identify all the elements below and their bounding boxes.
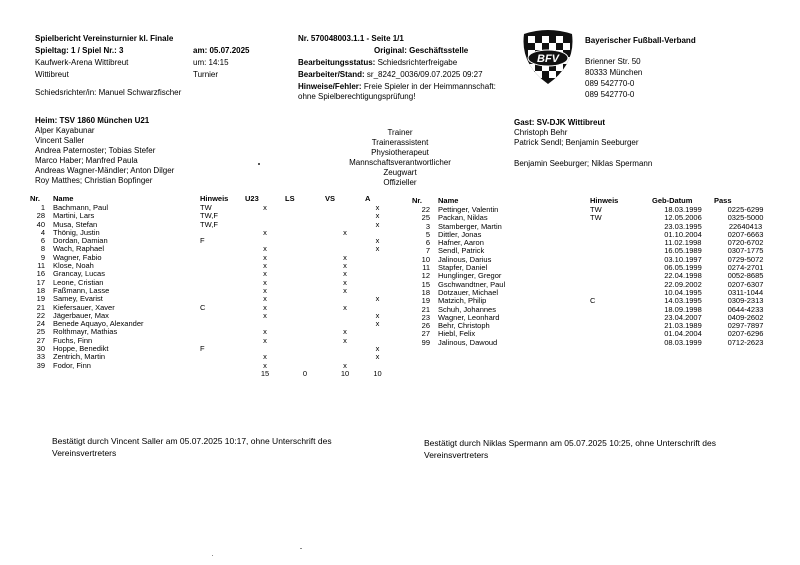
- col-hinweis: Hinweis: [590, 196, 619, 205]
- player-pass: 0720-6702: [727, 238, 764, 248]
- player-ls: [285, 328, 325, 336]
- scan-speck: [258, 163, 260, 165]
- player-number: 18: [421, 287, 430, 297]
- player-name: Sendl, Patrick: [438, 246, 485, 256]
- player-hinweis: [590, 223, 652, 231]
- player-birthdate: 23.04.2007: [664, 312, 702, 322]
- player-u23: x: [263, 227, 267, 237]
- player-vs: x: [343, 335, 347, 345]
- player-name: Wagner, Leonhard: [438, 312, 500, 322]
- col-hinweis: Hinweis: [200, 194, 229, 203]
- player-u23: x: [263, 294, 267, 304]
- player-u23: x: [263, 335, 267, 345]
- player-number: 40: [36, 219, 45, 229]
- player-u23: x: [263, 285, 267, 295]
- guest-player-row: [412, 339, 777, 347]
- player-ls: [285, 212, 325, 220]
- match-day: Spieltag: 1 / Spiel Nr.: 3: [35, 46, 124, 55]
- player-hinweis: [590, 322, 652, 330]
- total-ls: 0: [302, 368, 308, 378]
- player-name: Wach, Raphael: [53, 244, 104, 254]
- player-ls: [285, 237, 325, 245]
- player-vs: [325, 212, 365, 220]
- processing-status: [298, 58, 457, 67]
- player-vs: x: [343, 285, 347, 295]
- player-a: [365, 328, 390, 336]
- player-a: [365, 270, 390, 278]
- player-hinweis: [200, 312, 245, 320]
- col-name: Name: [438, 196, 459, 205]
- match-time: um: 14:15: [193, 58, 229, 67]
- guest-trainer: Christoph Behr: [514, 128, 568, 137]
- player-vs: x: [343, 252, 347, 262]
- player-name: Dordan, Damian: [53, 236, 108, 246]
- player-hinweis: TW,F: [200, 211, 218, 221]
- home-physio: Andrea Paternoster; Tobias Stefer: [35, 146, 156, 155]
- player-name: Jalinous, Dawoud: [438, 337, 498, 347]
- col-ls: LS: [285, 194, 295, 203]
- player-hinweis: [200, 320, 245, 328]
- player-birthdate: 14.03.1995: [664, 296, 702, 306]
- player-vs: x: [343, 227, 347, 237]
- player-name: Matzich, Philip: [438, 296, 487, 306]
- player-vs: [325, 345, 365, 353]
- player-name: Bachmann, Paul: [53, 203, 109, 212]
- player-name: Martini, Lars: [53, 211, 95, 221]
- player-a: x: [375, 203, 380, 212]
- federation-fax: 089 542770-0: [585, 90, 635, 99]
- player-number: 26: [421, 321, 430, 331]
- player-name: Behr, Christoph: [438, 321, 490, 331]
- player-vs: [325, 204, 365, 212]
- player-pass: 0712-2623: [727, 337, 764, 347]
- role-trainer: Trainer: [387, 128, 413, 137]
- player-birthdate: 03.10.1997: [664, 254, 702, 264]
- player-ls: [285, 312, 325, 320]
- player-number: 17: [36, 277, 45, 287]
- player-hinweis: [200, 279, 245, 287]
- player-hinweis: [590, 256, 652, 264]
- player-number: 5: [425, 229, 430, 239]
- guest-player-table: [412, 196, 777, 347]
- notes-value: Freie Spieler in der Heimmannschaft: ohne Spielberechtigungsprüfung!: [298, 82, 496, 101]
- player-birthdate: 16.05.1989: [664, 246, 702, 256]
- player-u23: x: [263, 244, 267, 254]
- player-vs: x: [343, 360, 347, 370]
- player-birthdate: 22.09.2002: [664, 279, 702, 289]
- player-pass: 22640413: [728, 221, 763, 231]
- player-hinweis: [200, 254, 245, 262]
- player-number: 15: [421, 279, 430, 289]
- editor-stamp: [298, 70, 483, 79]
- player-hinweis: [200, 328, 245, 336]
- player-hinweis: TW,F: [200, 219, 218, 229]
- player-pass: 0729-5072: [727, 254, 764, 264]
- player-hinweis: TW: [590, 205, 602, 214]
- player-hinweis: [590, 306, 652, 314]
- player-name: Gschwandtner, Paul: [438, 279, 506, 289]
- col-u23: U23: [245, 194, 259, 203]
- player-birthdate: 10.04.1995: [664, 287, 702, 297]
- player-hinweis: C: [200, 302, 206, 312]
- player-number: 22: [421, 205, 430, 214]
- player-a: x: [375, 244, 380, 254]
- guest-confirmation: Bestätigt durch Niklas Spermann am 05.07.2025 10:25, ohne Unterschrift des Vereinsvertreters: [424, 438, 717, 460]
- player-number: 27: [421, 329, 430, 339]
- player-name: Zentrich, Martin: [53, 352, 106, 362]
- player-name: Hiebl, Felix: [438, 329, 476, 339]
- player-name: Stapfer, Daniel: [438, 263, 488, 273]
- player-hinweis: [200, 362, 245, 370]
- player-vs: [325, 237, 365, 245]
- home-staff: [35, 126, 174, 186]
- player-pass: 0297-7897: [727, 321, 764, 331]
- guest-assistant: Patrick Sendl; Benjamin Seeburger: [514, 138, 639, 147]
- player-ls: [285, 304, 325, 312]
- player-u23: x: [263, 252, 267, 262]
- player-name: Hafner, Aaron: [438, 238, 484, 248]
- player-name: Klose, Noah: [53, 261, 94, 271]
- player-name: Jalinous, Darius: [438, 254, 492, 264]
- player-number: 24: [36, 319, 45, 329]
- home-totals-row: [30, 370, 390, 378]
- col-nr: Nr.: [30, 194, 41, 203]
- player-ls: [285, 221, 325, 229]
- player-vs: x: [343, 302, 347, 312]
- venue: Kaufwerk-Arena Wittibreut: [35, 58, 129, 67]
- player-number: 25: [421, 213, 430, 223]
- player-birthdate: 08.03.1999: [664, 337, 702, 347]
- player-number: 16: [36, 269, 45, 279]
- place: Wittibreut: [35, 70, 69, 79]
- player-ls: [285, 245, 325, 253]
- player-ls: [285, 320, 325, 328]
- player-name: Leone, Cristian: [53, 277, 104, 287]
- player-pass: 0311-1044: [727, 287, 764, 297]
- player-name: Fodor, Finn: [53, 360, 91, 370]
- player-number: 33: [36, 352, 45, 362]
- notes: [298, 82, 513, 102]
- player-number: 21: [36, 302, 45, 312]
- player-vs: x: [343, 327, 347, 337]
- player-u23: x: [263, 352, 267, 362]
- player-u23: x: [263, 203, 267, 212]
- player-number: 22: [36, 310, 45, 320]
- player-birthdate: 22.04.1998: [664, 271, 702, 281]
- player-u23: [245, 212, 285, 220]
- player-number: 4: [40, 227, 45, 237]
- player-number: 8: [40, 244, 45, 254]
- player-ls: [285, 353, 325, 361]
- home-managers: Marco Haber; Manfred Paula: [35, 156, 138, 165]
- player-name: Samey, Evarist: [53, 294, 103, 304]
- role-manager: Mannschaftsverantwortlicher: [349, 158, 451, 167]
- player-name: Thönig, Justin: [53, 227, 100, 237]
- player-number: 25: [36, 327, 45, 337]
- player-name: Dotzauer, Michael: [438, 287, 499, 297]
- notes-label: Hinweise/Fehler:: [298, 82, 362, 91]
- player-u23: x: [263, 302, 267, 312]
- guest-staff: [514, 128, 639, 148]
- player-hinweis: F: [200, 236, 205, 246]
- player-a: [365, 254, 390, 262]
- player-hinweis: [590, 314, 652, 322]
- report-title: Spielbericht Vereinsturnier kl. Finale: [35, 34, 174, 43]
- player-hinweis: [590, 330, 652, 338]
- player-name: Hoppe, Benedikt: [53, 344, 109, 354]
- bfv-shield-icon: [520, 28, 576, 86]
- home-player-table: [30, 194, 390, 378]
- player-hinweis: [590, 272, 652, 280]
- col-vs: VS: [325, 194, 336, 203]
- home-confirmation: Bestätigt durch Vincent Saller am 05.07.2025 10:17, ohne Unterschrift des Vereinsvertreters: [52, 436, 332, 458]
- player-a: x: [375, 236, 380, 246]
- total-a: 10: [373, 368, 382, 378]
- role-assistant: Trainerassistent: [371, 138, 429, 147]
- player-name: Dittler, Jonas: [438, 229, 482, 239]
- player-a: [365, 279, 390, 287]
- player-birthdate: 12.05.2006: [664, 213, 702, 223]
- player-hinweis: [200, 245, 245, 253]
- player-birthdate: 18.09.1998: [664, 304, 702, 314]
- player-hinweis: [200, 295, 245, 303]
- player-number: 23: [421, 312, 430, 322]
- player-u23: x: [263, 310, 267, 320]
- player-hinweis: [590, 339, 652, 347]
- player-number: 11: [422, 263, 430, 273]
- col-pass: Pass: [714, 196, 732, 205]
- home-zeugwart: Andreas Wagner-Mändler; Anton Dilger: [35, 166, 175, 175]
- player-name: Wagner, Fabio: [53, 252, 102, 262]
- guest-managers: Benjamin Seeburger; Niklas Spermann: [514, 159, 653, 168]
- player-vs: x: [343, 261, 347, 271]
- player-pass: 0307-1775: [727, 246, 764, 256]
- match-date: am: 05.07.2025: [193, 46, 250, 55]
- player-number: 27: [36, 335, 45, 345]
- player-a: x: [375, 294, 380, 304]
- status-label: Bearbeitungsstatus:: [298, 58, 376, 67]
- player-name: Faßmann, Lasse: [53, 285, 110, 295]
- editor-value: sr_8242_0036/09.07.2025 09:27: [366, 70, 483, 79]
- player-ls: [285, 337, 325, 345]
- player-pass: 0325-5000: [727, 213, 764, 223]
- player-number: 6: [40, 236, 45, 246]
- role-zeugwart: Zeugwart: [383, 168, 417, 177]
- player-ls: [285, 287, 325, 295]
- player-number: 9: [40, 252, 45, 262]
- scan-speck: [212, 555, 213, 556]
- player-hinweis: [590, 264, 652, 272]
- player-pass: 0274-2701: [727, 263, 764, 273]
- player-pass: 0225-6299: [727, 205, 764, 214]
- player-pass: 0207-6663: [727, 229, 764, 239]
- player-number: 19: [36, 294, 45, 304]
- player-number: 30: [36, 344, 45, 354]
- home-assistant: Vincent Saller: [35, 136, 85, 145]
- player-ls: [285, 229, 325, 237]
- editor-label: Bearbeiter/Stand:: [298, 70, 365, 79]
- player-hinweis: [590, 289, 652, 297]
- player-hinweis: [200, 353, 245, 361]
- player-vs: [325, 312, 365, 320]
- player-name: Kiefersauer, Xaver: [53, 302, 115, 312]
- player-number: 7: [425, 246, 430, 256]
- col-geb-datum: Geb-Datum: [652, 196, 693, 205]
- player-hinweis: [200, 287, 245, 295]
- player-number: 1: [40, 203, 45, 212]
- home-trainer: Alper Kayabunar: [35, 126, 95, 135]
- player-number: 10: [421, 254, 430, 264]
- player-name: Musa, Stefan: [53, 219, 98, 229]
- federation-street: Brienner Str. 50: [585, 57, 641, 66]
- player-a: [365, 262, 390, 270]
- player-birthdate: 06.05.1999: [664, 263, 702, 273]
- player-name: Pettinger, Valentin: [438, 205, 499, 214]
- role-physio: Physiotherapeut: [371, 148, 429, 157]
- federation-city: 80333 München: [585, 68, 643, 77]
- player-hinweis: [590, 281, 652, 289]
- player-name: Jägerbauer, Max: [53, 310, 109, 320]
- player-number: 3: [425, 221, 430, 231]
- player-pass: 0052-8685: [727, 271, 764, 281]
- player-birthdate: 21.03.1989: [664, 321, 702, 331]
- player-ls: [285, 254, 325, 262]
- player-hinweis: F: [200, 344, 205, 354]
- player-ls: [285, 279, 325, 287]
- home-player-row: [30, 362, 390, 370]
- player-birthdate: 01.10.2004: [664, 229, 702, 239]
- player-name: Fuchs, Finn: [53, 335, 93, 345]
- role-official: Offizieller: [383, 178, 417, 187]
- status-value: Schiedsrichterfreigabe: [377, 58, 458, 67]
- col-name: Name: [53, 194, 74, 203]
- player-name: Grancay, Lucas: [53, 269, 105, 279]
- scan-speck: [300, 548, 302, 549]
- player-u23: x: [263, 277, 267, 287]
- player-number: 12: [421, 271, 430, 281]
- player-hinweis: [200, 229, 245, 237]
- player-hinweis: TW: [590, 213, 602, 223]
- player-ls: [285, 270, 325, 278]
- home-team-name: Heim: TSV 1860 München U21: [35, 116, 150, 125]
- player-a: x: [375, 352, 380, 362]
- player-ls: [285, 204, 325, 212]
- col-nr: Nr.: [412, 196, 423, 205]
- player-hinweis: [590, 231, 652, 239]
- player-vs: x: [343, 269, 347, 279]
- player-number: 6: [425, 238, 430, 248]
- player-name: Packan, Niklas: [438, 213, 488, 223]
- player-a: x: [375, 219, 380, 229]
- federation-phone: 089 542770-0: [585, 79, 635, 88]
- player-u23: x: [263, 360, 267, 370]
- player-a: x: [375, 344, 380, 354]
- player-hinweis: [200, 270, 245, 278]
- player-birthdate: 01.04.2004: [664, 329, 702, 339]
- player-name: Stamberger, Martin: [438, 221, 502, 231]
- player-a: x: [375, 310, 380, 320]
- player-number: 99: [421, 337, 430, 347]
- report-number: Nr. 570048003.1.1 - Seite 1/1: [298, 34, 404, 43]
- player-name: Hunglinger, Gregor: [438, 271, 502, 281]
- player-a: x: [375, 319, 380, 329]
- home-officials: Roy Matthes; Christian Bopfinger: [35, 176, 153, 185]
- player-pass: 0309-2313: [727, 296, 764, 306]
- federation-name: Bayerischer Fußball-Verband: [585, 36, 696, 45]
- player-pass: 0207-6307: [727, 279, 764, 289]
- player-name: Rolthmayr, Mathias: [53, 327, 118, 337]
- player-u23: x: [263, 269, 267, 279]
- player-hinweis: [590, 239, 652, 247]
- player-name: Benede Aquayo, Alexander: [53, 319, 144, 329]
- original-copy: Original: Geschäftsstelle: [374, 46, 469, 55]
- player-hinweis: [200, 262, 245, 270]
- total-vs: 10: [340, 368, 350, 378]
- player-hinweis: [200, 337, 245, 345]
- player-a: x: [375, 211, 380, 221]
- referee: Schiedsrichter/in: Manuel Schwarzfischer: [35, 88, 182, 97]
- player-ls: [285, 345, 325, 353]
- logo-text: BFV: [537, 53, 559, 65]
- player-birthdate: 23.03.1995: [664, 221, 702, 231]
- staff-roles: [330, 128, 470, 188]
- player-pass: 0644-4233: [727, 304, 764, 314]
- player-birthdate: 18.03.1999: [664, 205, 702, 214]
- player-number: 19: [421, 296, 430, 306]
- player-name: Schuh, Johannes: [438, 304, 496, 314]
- guest-team-name: Gast: SV-DJK Wittibreut: [514, 118, 606, 127]
- player-ls: [285, 295, 325, 303]
- player-hinweis: [590, 247, 652, 255]
- player-birthdate: 11.02.1998: [664, 238, 702, 248]
- player-number: 28: [36, 211, 45, 221]
- player-hinweis: C: [590, 296, 596, 306]
- col-a: A: [365, 194, 371, 203]
- player-vs: x: [343, 277, 347, 287]
- player-number: 11: [37, 261, 45, 271]
- total-u23: 15: [260, 368, 270, 378]
- player-ls: [285, 262, 325, 270]
- player-pass: 0409-2602: [727, 312, 764, 322]
- player-u23: x: [263, 261, 267, 271]
- player-number: 18: [36, 285, 45, 295]
- match-type: Turnier: [193, 70, 219, 79]
- player-number: 39: [36, 360, 45, 370]
- player-pass: 0207-6296: [727, 329, 764, 339]
- player-hinweis: TW: [200, 203, 212, 212]
- player-u23: x: [263, 327, 267, 337]
- player-number: 21: [421, 304, 430, 314]
- bfv-logo: [520, 28, 576, 86]
